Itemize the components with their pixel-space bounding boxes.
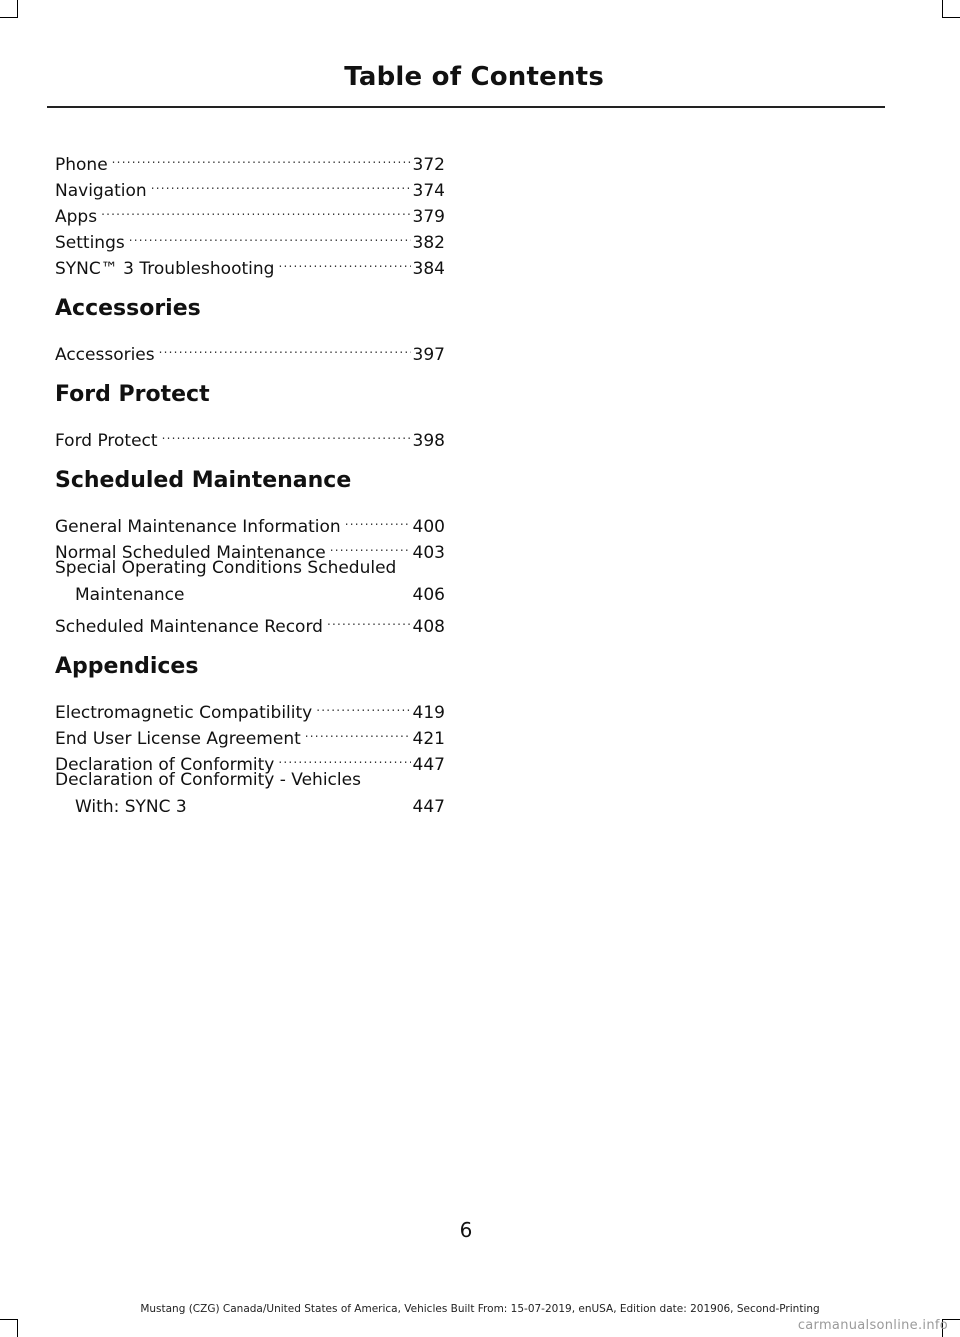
edition-footer: Mustang (CZG) Canada/United States of America, Vehicles Built From: 15-07-2019, enUSA, Edition date: 201906, Second-Printing: [140, 1303, 820, 1315]
toc-entry-page: 421: [412, 729, 445, 749]
toc-entry-continuation: [55, 578, 445, 605]
dot-leader: [330, 532, 411, 558]
toc-entry-page: 397: [412, 345, 445, 365]
dot-leader: [316, 692, 410, 718]
toc-entry-label: Special Operating Conditions Scheduled: [55, 558, 397, 578]
section-heading-accessories: Accessories: [55, 296, 201, 321]
toc-entry-navigation[interactable]: [55, 170, 445, 201]
watermark: carmanualsonline.info: [797, 1318, 948, 1333]
toc-entry-general-maintenance[interactable]: [55, 506, 445, 537]
toc-entry-label: Scheduled Maintenance Record: [55, 617, 323, 637]
dot-leader: [278, 744, 410, 770]
dot-leader: [159, 334, 411, 360]
toc-entry-label: Apps: [55, 207, 98, 227]
crop-mark: [942, 17, 960, 18]
dot-leader: [112, 144, 411, 170]
crop-mark: [17, 1319, 18, 1337]
title-divider: [47, 106, 885, 108]
dot-leader: [188, 578, 412, 600]
table-of-contents: [55, 144, 445, 832]
toc-entry-settings[interactable]: [55, 222, 445, 253]
toc-entry-label: With: SYNC 3: [75, 797, 187, 817]
toc-entry-label: Settings: [55, 233, 125, 253]
toc-entry-label: Electromagnetic Compatibility: [55, 703, 313, 723]
toc-entry-maintenance-record[interactable]: [55, 606, 445, 637]
dot-leader: [327, 606, 411, 632]
toc-entry-special-conditions[interactable]: [55, 558, 445, 605]
dot-leader: [162, 420, 411, 446]
toc-entry-label: Declaration of Conformity: [55, 755, 275, 775]
toc-entry-page: 398: [412, 431, 445, 451]
toc-entry-page: 419: [412, 703, 445, 723]
toc-entry-page: 447: [412, 755, 445, 775]
crop-mark: [942, 0, 943, 18]
toc-group-ford-protect: [55, 380, 445, 451]
toc-entry-page: 384: [412, 259, 445, 279]
toc-entry-label: Maintenance: [75, 585, 185, 605]
crop-mark: [17, 0, 18, 18]
dot-leader: [129, 222, 411, 248]
toc-entry-electromagnetic[interactable]: [55, 692, 445, 723]
toc-entry-declaration-vehicles-sync[interactable]: [55, 770, 445, 817]
toc-entry-label: Accessories: [55, 345, 155, 365]
toc-entry-label: SYNC™ 3 Troubleshooting: [55, 259, 275, 279]
page-number: 6: [459, 1218, 473, 1242]
toc-group-scheduled-maintenance: [55, 466, 445, 637]
toc-entry-label: General Maintenance Information: [55, 517, 341, 537]
toc-group-accessories: [55, 294, 445, 365]
toc-group-sync: [55, 144, 445, 279]
dot-leader: [305, 718, 411, 744]
toc-entry-apps[interactable]: [55, 196, 445, 227]
dot-leader: [101, 196, 410, 222]
toc-entry-page: 447: [412, 797, 445, 817]
toc-entry-page: 379: [412, 207, 445, 227]
toc-group-appendices: [55, 652, 445, 817]
toc-entry-page: 406: [412, 585, 445, 605]
dot-leader: [191, 790, 413, 812]
toc-entry-ford-protect[interactable]: [55, 420, 445, 451]
toc-entry-label: Phone: [55, 155, 108, 175]
toc-entry-phone[interactable]: [55, 144, 445, 175]
toc-entry-page: 374: [412, 181, 445, 201]
section-heading-scheduled-maintenance: Scheduled Maintenance: [55, 468, 352, 493]
toc-entry-page: 403: [412, 543, 445, 563]
toc-entry-label: Navigation: [55, 181, 147, 201]
toc-entry-label: Ford Protect: [55, 431, 158, 451]
toc-entry-accessories[interactable]: [55, 334, 445, 365]
dot-leader: [278, 248, 410, 274]
page-title: Table of Contents: [344, 62, 604, 92]
toc-entry-page: 382: [412, 233, 445, 253]
toc-entry-page: 408: [412, 617, 445, 637]
dot-leader: [345, 506, 411, 532]
toc-entry-continuation: [55, 790, 445, 817]
toc-entry-label: End User License Agreement: [55, 729, 301, 749]
toc-entry-page: 372: [412, 155, 445, 175]
crop-mark: [0, 17, 18, 18]
section-heading-ford-protect: Ford Protect: [55, 382, 210, 407]
dot-leader: [151, 170, 411, 196]
toc-entry-label: Normal Scheduled Maintenance: [55, 543, 326, 563]
crop-mark: [0, 1319, 18, 1320]
toc-entry-page: 400: [412, 517, 445, 537]
toc-entry-label: Declaration of Conformity - Vehicles: [55, 770, 361, 790]
section-heading-appendices: Appendices: [55, 654, 199, 679]
